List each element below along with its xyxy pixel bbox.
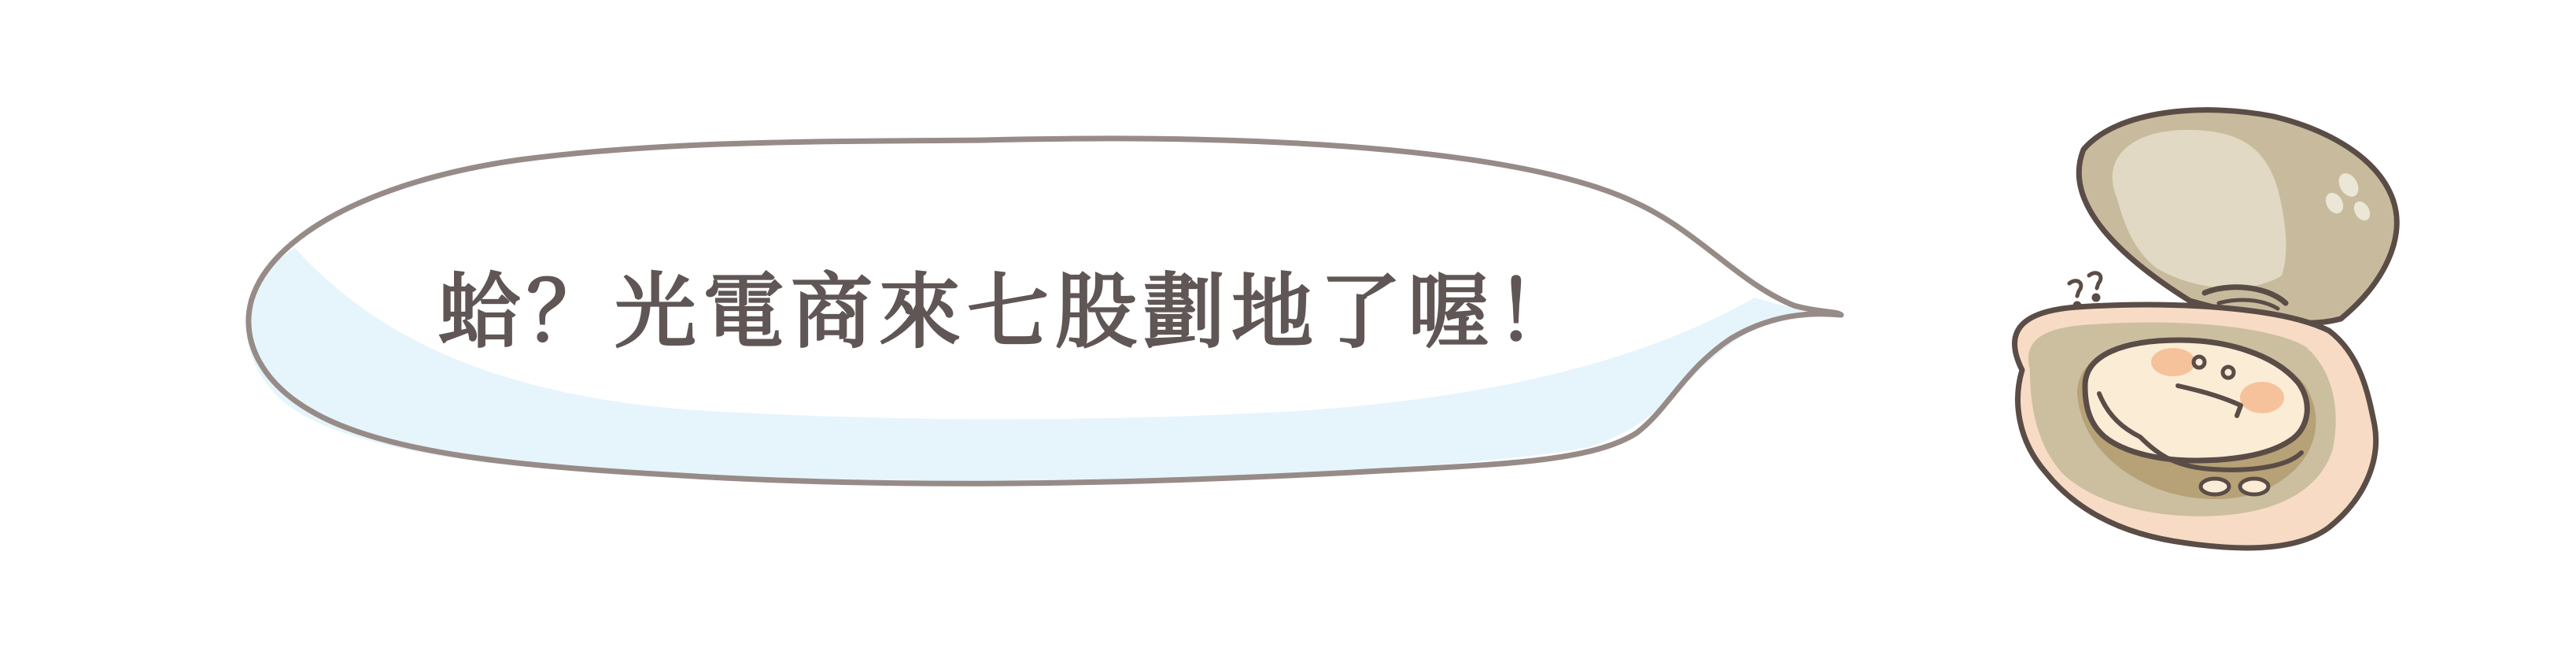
right-foot <box>2240 479 2268 494</box>
left-cheek <box>2151 348 2195 376</box>
speech-bubble-text: 蛤？光電商來七股劃地了喔！ <box>437 264 1585 360</box>
right-cheek <box>2240 382 2284 413</box>
clam-top-shell <box>2079 110 2397 324</box>
left-foot <box>2201 479 2229 494</box>
clam-character <box>2015 110 2397 548</box>
confusion-marks-icon <box>2069 273 2101 308</box>
speech-bubble <box>246 139 1841 483</box>
